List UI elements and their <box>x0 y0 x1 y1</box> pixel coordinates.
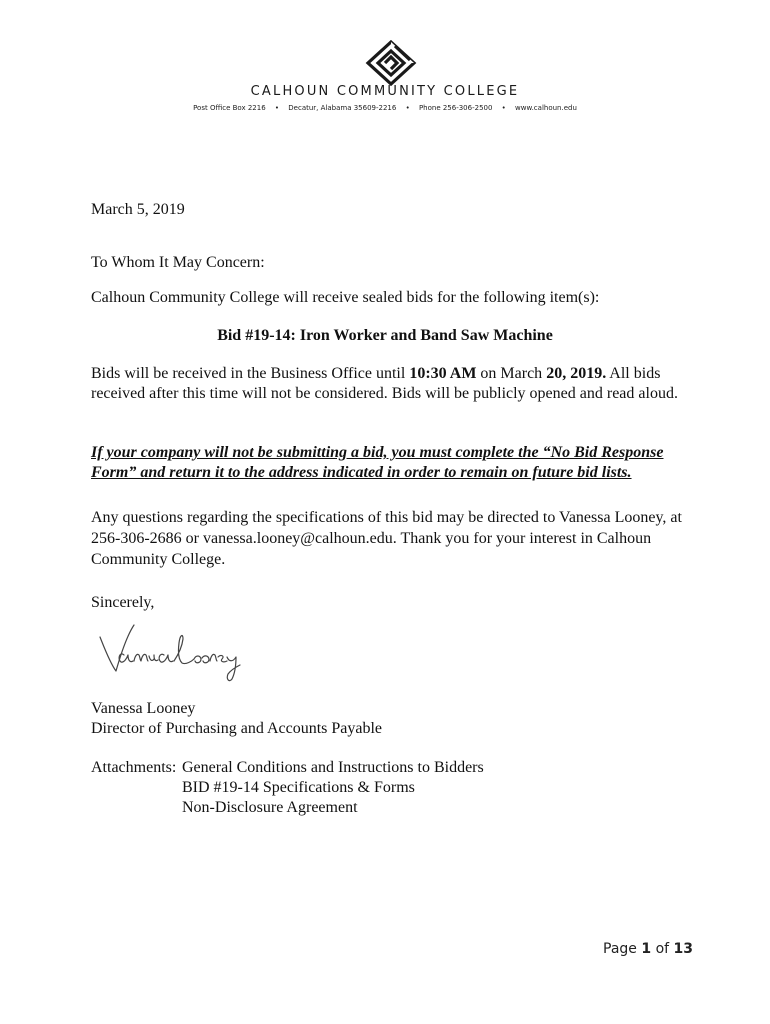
salutation: To Whom It May Concern: <box>91 254 265 271</box>
attachment-item: Non-Disclosure Agreement <box>182 799 358 816</box>
questions-paragraph: Any questions regarding the specifications of this bid may be directed to Vanessa Looney, at 256-306-2686 or vanessa.looney@calhoun.edu. Thank you for your interest in Calhoun Community College. <box>91 509 682 568</box>
page-word: Page <box>603 941 637 957</box>
bids-text-2: on March <box>476 365 547 382</box>
bids-deadline-time: 10:30 AM <box>409 365 477 382</box>
attachments-list <box>182 758 484 818</box>
address-separator: • <box>405 104 410 112</box>
intro-paragraph: Calhoun Community College will receive sealed bids for the following item(s): <box>91 289 600 306</box>
signer-name: Vanessa Looney <box>91 700 196 717</box>
attachment-item: BID #19-14 Specifications & Forms <box>182 779 415 796</box>
address-phone: Phone 256-306-2500 <box>418 104 493 112</box>
bids-text-1: Bids will be received in the Business Office until <box>91 365 410 382</box>
signer-title: Director of Purchasing and Accounts Payable <box>91 720 383 737</box>
page-total: 13 <box>673 941 693 957</box>
page-number <box>603 941 693 957</box>
closing: Sincerely, <box>91 594 155 611</box>
bid-title: Bid #19-14: Iron Worker and Band Saw Machine <box>217 327 553 344</box>
college-address <box>0 104 770 112</box>
page-of: of <box>655 941 670 957</box>
letter-date: March 5, 2019 <box>91 201 185 218</box>
college-name: CALHOUN COMMUNITY COLLEGE <box>250 84 520 99</box>
page-current: 1 <box>641 941 652 957</box>
attachment-item: General Conditions and Instructions to Bidders <box>182 759 484 776</box>
bids-deadline-date: 20, 2019. <box>546 365 607 382</box>
no-bid-warning: If your company will not be submitting a bid, you must complete the “No Bid Response Form” and return it to the address indicated in order to remain on future bid lists. <box>91 444 664 481</box>
address-website: www.calhoun.edu <box>515 104 577 112</box>
address-city: Decatur, Alabama 35609-2216 <box>288 104 397 112</box>
college-logo-icon <box>364 40 418 86</box>
signature <box>90 615 290 695</box>
attachments-label: Attachments: <box>91 759 177 776</box>
address-po-box: Post Office Box 2216 <box>193 104 266 112</box>
address-separator: • <box>274 104 280 112</box>
bids-paragraph <box>91 364 691 404</box>
bids-text-3: All bids received after this time will not be considered. Bids will be publicly opened and read aloud. <box>91 365 678 402</box>
address-separator: • <box>501 104 506 112</box>
